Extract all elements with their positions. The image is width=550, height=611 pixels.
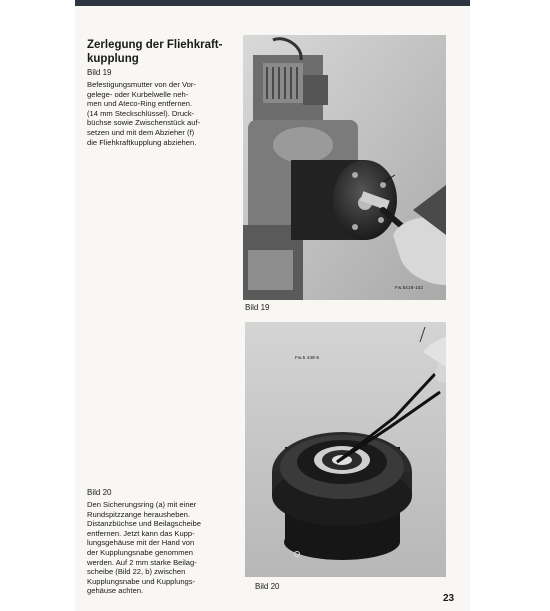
paragraph-2 bbox=[87, 500, 247, 596]
text-line: lungsgehäuse mit der Hand von bbox=[87, 538, 195, 548]
photo-caption-19: Bild 19 bbox=[245, 303, 270, 312]
paragraph-1 bbox=[87, 80, 247, 147]
text-line: büchse sowie Zwischenstück auf- bbox=[87, 118, 201, 128]
text-line: Distanzbüchse und Beilagscheibe bbox=[87, 519, 201, 529]
text-line: werden. Auf 2 mm starke Beilag- bbox=[87, 557, 197, 567]
text-line: men und Ateco-Ring entfernen. bbox=[87, 99, 193, 109]
text-line: scheibe (Bild 22, b) zwischen bbox=[87, 567, 186, 577]
clutch-removal-photo bbox=[243, 35, 446, 300]
figure-label-20: Bild 20 bbox=[87, 488, 112, 497]
text-line: die Fliehkraftkupplung abziehen. bbox=[87, 137, 197, 147]
text-line: (14 mm Steckschlüssel). Druck- bbox=[87, 108, 195, 118]
heading-text: Zerlegung der Fliehkraft- kupplung bbox=[87, 39, 223, 65]
text-line: gehäuse achten. bbox=[87, 586, 144, 596]
book-page bbox=[75, 0, 470, 611]
text-line: Rundspitzzange herausheben. bbox=[87, 509, 191, 519]
photo-reference-number: Fw.5418-102 bbox=[395, 285, 424, 290]
photo-bild-19 bbox=[243, 35, 446, 300]
photo-reference-number: Fw.5 448-5 bbox=[295, 355, 320, 360]
page-number: 23 bbox=[443, 593, 455, 604]
photo-caption-20: Bild 20 bbox=[255, 582, 280, 591]
clutch-housing-photo bbox=[245, 322, 446, 577]
text-line: der Kupplungsnabe genommen bbox=[87, 547, 193, 557]
text-line: gelege- oder Kurbelwelle neh- bbox=[87, 89, 189, 99]
text-line: Den Sicherungsring (a) mit einer bbox=[87, 500, 197, 509]
photo-bild-20 bbox=[245, 322, 446, 577]
section-heading bbox=[87, 38, 237, 66]
text-line: Befestigungsmutter von der Vor- bbox=[87, 80, 196, 89]
figure-label-19: Bild 19 bbox=[87, 68, 112, 77]
text-line: Kupplungsnabe und Kupplungs- bbox=[87, 576, 196, 586]
text-line: setzen und mit dem Abzieher (f) bbox=[87, 127, 195, 137]
top-edge-bar bbox=[75, 0, 470, 6]
text-line: entfernen. Jetzt kann das Kupp- bbox=[87, 528, 195, 538]
